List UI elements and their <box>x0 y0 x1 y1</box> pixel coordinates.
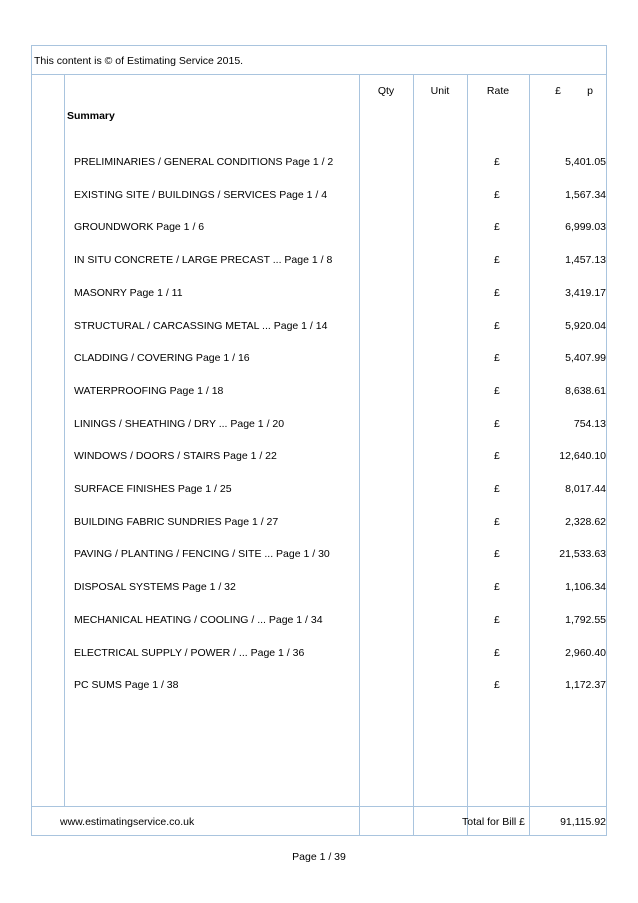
item-currency: £ <box>494 581 500 593</box>
item-description: LININGS / SHEATHING / DRY ... Page 1 / 20 <box>74 418 285 430</box>
item-currency: £ <box>494 385 500 397</box>
total-amount: 91,115.92 <box>560 816 606 828</box>
item-description: PC SUMS Page 1 / 38 <box>74 679 179 691</box>
website-link[interactable]: www.estimatingservice.co.uk <box>60 816 195 828</box>
footer-divider <box>31 806 607 807</box>
item-amount: 12,640.10 <box>559 450 606 462</box>
item-amount: 6,999.03 <box>565 221 606 233</box>
summary-title: Summary <box>67 110 115 122</box>
page-number: Page 1 / 39 <box>292 851 346 863</box>
item-currency: £ <box>494 352 500 364</box>
item-description: WATERPROOFING Page 1 / 18 <box>74 385 224 397</box>
item-description: MECHANICAL HEATING / COOLING / ... Page 1 / 34 <box>74 614 323 626</box>
unit-column-divider <box>413 74 414 836</box>
item-description: SURFACE FINISHES Page 1 / 25 <box>74 483 232 495</box>
item-currency: £ <box>494 189 500 201</box>
item-amount: 8,017.44 <box>565 483 606 495</box>
item-amount: 5,401.05 <box>565 156 606 168</box>
item-currency: £ <box>494 254 500 266</box>
item-amount: 8,638.61 <box>565 385 606 397</box>
rate-column-divider <box>467 74 468 836</box>
item-amount: 5,920.04 <box>565 320 606 332</box>
item-currency: £ <box>494 679 500 691</box>
item-amount: 1,172.37 <box>565 679 606 691</box>
item-description: IN SITU CONCRETE / LARGE PRECAST ... Page 1 / 8 <box>74 254 333 266</box>
item-description: MASONRY Page 1 / 11 <box>74 287 183 299</box>
item-amount: 1,792.55 <box>565 614 606 626</box>
pence-header: p <box>587 85 593 97</box>
total-label: Total for Bill £ <box>462 816 526 828</box>
item-amount: 3,419.17 <box>565 287 606 299</box>
item-amount: 5,407.99 <box>565 352 606 364</box>
item-amount: 1,457.13 <box>565 254 606 266</box>
item-amount: 21,533.63 <box>559 548 606 560</box>
left-margin-divider <box>64 74 65 806</box>
unit-header: Unit <box>430 85 450 97</box>
qty-header: Qty <box>377 85 395 97</box>
item-description: BUILDING FABRIC SUNDRIES Page 1 / 27 <box>74 516 279 528</box>
item-currency: £ <box>494 287 500 299</box>
item-currency: £ <box>494 614 500 626</box>
item-currency: £ <box>494 483 500 495</box>
header-divider <box>31 74 607 75</box>
amount-column-divider <box>529 74 530 836</box>
item-currency: £ <box>494 156 500 168</box>
item-currency: £ <box>494 320 500 332</box>
item-currency: £ <box>494 647 500 659</box>
item-amount: 2,328.62 <box>565 516 606 528</box>
copyright-notice: This content is © of Estimating Service 2015. <box>34 55 244 67</box>
item-amount: 1,106.34 <box>565 581 606 593</box>
pounds-header: £ <box>555 85 561 97</box>
item-description: STRUCTURAL / CARCASSING METAL ... Page 1 / 14 <box>74 320 328 332</box>
item-description: EXISTING SITE / BUILDINGS / SERVICES Page 1 / 4 <box>74 189 328 201</box>
item-description: CLADDING / COVERING Page 1 / 16 <box>74 352 250 364</box>
item-amount: 2,960.40 <box>565 647 606 659</box>
item-description: PRELIMINARIES / GENERAL CONDITIONS Page 1 / 2 <box>74 156 334 168</box>
item-description: GROUNDWORK Page 1 / 6 <box>74 221 205 233</box>
item-currency: £ <box>494 516 500 528</box>
item-description: WINDOWS / DOORS / STAIRS Page 1 / 22 <box>74 450 277 462</box>
item-description: DISPOSAL SYSTEMS Page 1 / 32 <box>74 581 236 593</box>
item-description: ELECTRICAL SUPPLY / POWER / ... Page 1 / 36 <box>74 647 305 659</box>
qty-column-divider <box>359 74 360 836</box>
item-currency: £ <box>494 221 500 233</box>
item-currency: £ <box>494 548 500 560</box>
item-amount: 754.13 <box>573 418 606 430</box>
item-description: PAVING / PLANTING / FENCING / SITE ... Page 1 / 30 <box>74 548 330 560</box>
rate-header: Rate <box>486 85 510 97</box>
item-amount: 1,567.34 <box>565 189 606 201</box>
item-currency: £ <box>494 418 500 430</box>
item-currency: £ <box>494 450 500 462</box>
